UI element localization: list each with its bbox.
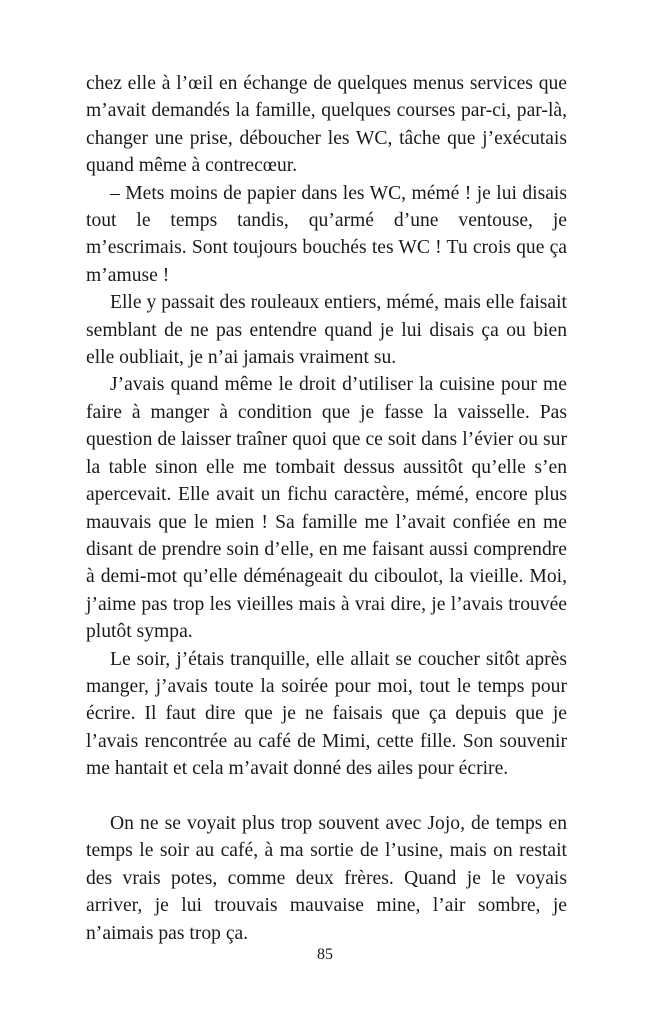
page-body xyxy=(86,70,567,947)
paragraph-dialogue: – Mets moins de papier dans les WC, mémé ! je lui disais tout le temps tandis, qu’armé d’une ventouse, je m’escrimais. Sont toujours bouchés tes WC ! Tu crois que ça m’amuse ! xyxy=(86,182,567,286)
paragraph: Le soir, j’étais tranquille, elle allait se coucher sitôt après manger, j’avais toute la soirée pour moi, tout le temps pour écrire. Il faut dire que je ne faisais que ça depuis que je l’avais rencontrée au café de Mimi, cette fille. Son souvenir me hantait et cela m’avait donné des ailes pour écrire. xyxy=(86,648,567,780)
page-number: 85 xyxy=(317,946,333,963)
paragraph-continued: chez elle à l’œil en échange de quelques menus services que m’avait demandés la famille, quelques courses par-ci, par-là, changer une prise, déboucher les WC, tâche que j’exécutais quand même à contrecœur. xyxy=(86,73,567,177)
paragraph: J’avais quand même le droit d’utiliser la cuisine pour me faire à manger à condition que je fasse la vaisselle. Pas question de laisser traîner quoi que ce soit dans l’évier ou sur la table sinon elle me tombait dessus aussitôt qu’elle s’en apercevait. Elle avait un fichu caractère, mémé, encore plus mauvais que le mien ! Sa famille me l’avait confiée en me disant de prendre soin d’elle, en me faisant aussi comprendre à demi-mot qu’elle déménageait du ciboulot, la vieille. Moi, j’aime pas trop les vieilles mais à vrai dire, je l’avais trouvée plutôt sympa. xyxy=(86,374,567,643)
paragraph-new-section: On ne se voyait plus trop souvent avec Jojo, de temps en temps le soir au café, à ma sortie de l’usine, mais on restait des vrais potes, comme deux frères. Quand je le voyais arriver, je lui trouvais mauvaise mine, l’air sombre, je n’aimais pas trop ça. xyxy=(86,812,567,944)
paragraph: Elle y passait des rouleaux entiers, mémé, mais elle faisait semblant de ne pas entendre quand je lui disais ça ou bien elle oubliait, je n’ai jamais vraiment su. xyxy=(86,292,567,369)
